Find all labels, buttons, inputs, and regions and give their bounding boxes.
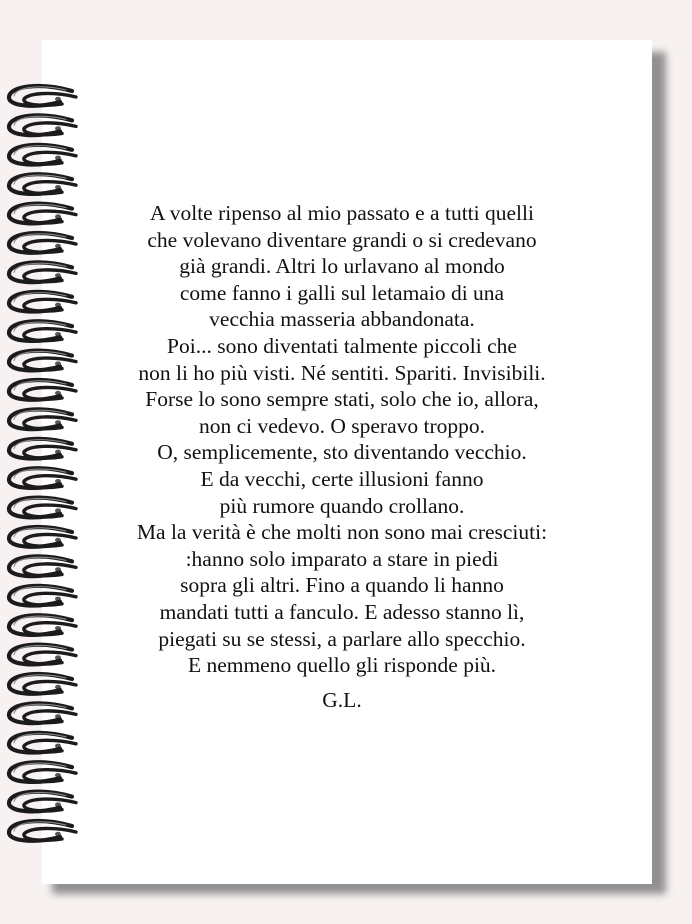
- spiral-ring-icon: [9, 703, 76, 723]
- poem-line: più rumore quando crollano.: [219, 493, 465, 518]
- poem-line: E nemmeno quello gli risponde più.: [187, 653, 497, 678]
- spiral-ring-icon: [9, 468, 76, 488]
- spiral-ring-icon: [9, 674, 76, 694]
- spiral-ring-icon: [9, 204, 76, 224]
- spiral-ring-icon: [9, 615, 76, 635]
- spiral-ring-icon: [9, 645, 76, 665]
- poem-line: mandati tutti a fanculo. E adesso stanno lì,: [159, 599, 525, 624]
- spiral-ring-icon: [9, 527, 76, 547]
- spiral-ring-icon: [9, 174, 76, 194]
- spiral-ring-icon: [9, 115, 76, 135]
- spiral-ring-icon: [9, 409, 76, 429]
- spiral-ring-icon: [9, 586, 76, 606]
- spiral-ring-icon: [9, 762, 76, 782]
- poem-line: Forse lo sono sempre stati, solo che io, allora,: [145, 387, 539, 412]
- poem-line: A volte ripenso al mio passato e a tutti quelli: [150, 201, 534, 225]
- signature: G.L.: [322, 688, 362, 712]
- poem-line: già grandi. Altri lo urlavano al mondo: [179, 254, 505, 279]
- spiral-ring-icon: [9, 145, 76, 165]
- poem-text: [52, 200, 632, 679]
- poem-line: sopra gli altri. Fino a quando li hanno: [180, 573, 504, 598]
- poem-line: :hanno solo imparato a stare in piedi: [185, 546, 499, 571]
- spiral-ring-icon: [9, 821, 76, 841]
- poem-line: non ci vedevo. O speravo troppo.: [199, 413, 485, 438]
- spiral-ring-icon: [9, 439, 76, 459]
- spiral-ring-icon: [9, 86, 76, 106]
- spiral-binding: [0, 0, 100, 924]
- poem-line: O, semplicemente, sto diventando vecchio.: [157, 440, 527, 465]
- spiral-ring-icon: [9, 380, 76, 400]
- poem-line: piegati su se stessi, a parlare allo specchio.: [158, 626, 526, 651]
- spiral-ring-icon: [9, 321, 76, 341]
- poem-line: E da vecchi, certe illusioni fanno: [200, 466, 484, 491]
- spiral-ring-icon: [9, 498, 76, 518]
- spiral-ring-icon: [9, 556, 76, 576]
- poem-line: come fanno i galli sul letamaio di una: [179, 280, 505, 305]
- spiral-ring-icon: [9, 292, 76, 312]
- spiral-ring-icon: [9, 792, 76, 812]
- spiral-ring-icon: [9, 351, 76, 371]
- poem-line: che volevano diventare grandi o si credevano: [147, 227, 537, 252]
- poem-line: Poi... sono diventati talmente piccoli che: [167, 333, 517, 358]
- spiral-ring-icon: [9, 233, 76, 253]
- spiral-ring-icon: [9, 733, 76, 753]
- poem-line: Ma la verità è che molti non sono mai cresciuti:: [136, 520, 548, 545]
- poem-line: non li ho più visti. Né sentiti. Spariti. Invisibili.: [138, 360, 546, 385]
- poem-line: vecchia masseria abbandonata.: [209, 307, 475, 332]
- spiral-ring-icon: [9, 262, 76, 282]
